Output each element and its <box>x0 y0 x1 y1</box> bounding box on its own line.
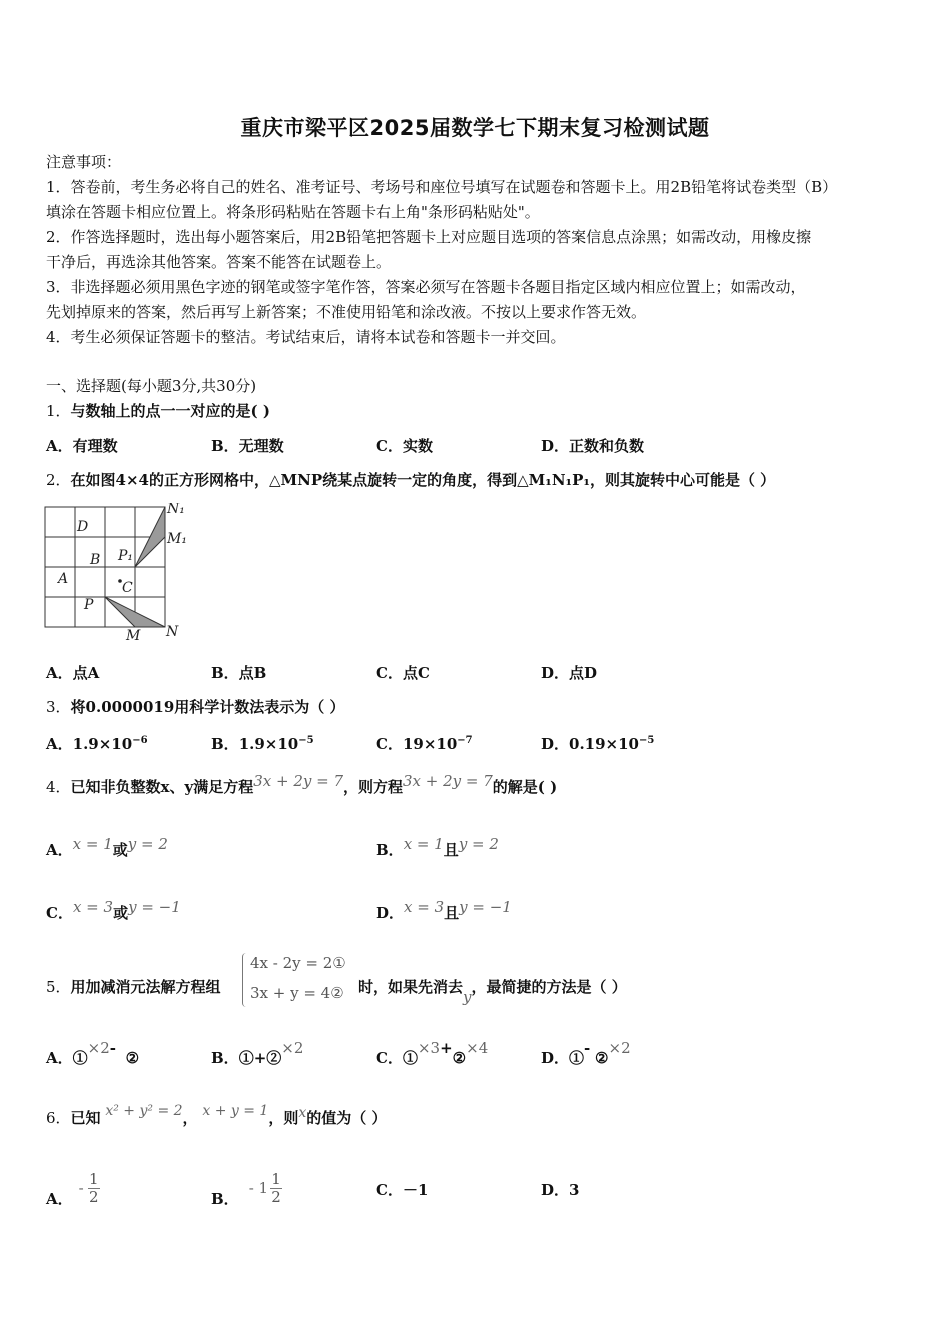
fraction: $\frac{1}{2}$ <box>271 1169 281 1206</box>
q5-option-d[interactable]: D．①- ②×2 <box>541 1039 631 1067</box>
system-equation-2: 3x + y = 4② <box>250 984 344 1002</box>
q1-option-c[interactable]: C．实数 <box>376 437 433 455</box>
question-number: 6． <box>46 1109 71 1127</box>
q3-option-b[interactable]: B．$1.9\times 10^{-5}$ <box>211 735 314 753</box>
notes-heading: 注意事项： <box>46 153 122 171</box>
notes-line-2: 填涂在答题卡相应位置上。将条形码粘贴在答题卡右上角"条形码粘贴处"。 <box>46 203 540 221</box>
label-b: B <box>90 552 101 568</box>
notes-line-1: 1．答卷前，考生务必将自己的姓名、准考证号、考场号和座位号填写在试题卷和答题卡上。用2B铅笔将试卷类型（B） <box>46 178 838 196</box>
equation-2: x + y = 1 <box>202 1103 269 1119</box>
label-p: P <box>84 597 94 613</box>
q2-option-c[interactable]: C．点C <box>376 664 430 682</box>
question-3 <box>46 697 345 717</box>
question-number: 4． <box>46 778 71 796</box>
q5-option-b[interactable]: B．①+②×2 <box>211 1039 304 1067</box>
question-2 <box>46 470 775 490</box>
fraction: $\frac{1}{2}$ <box>88 1169 99 1206</box>
question-1 <box>46 401 270 421</box>
question-6: 6．已知 x² + y² = 2， x + y = 1，则x的值为（ ） <box>46 1103 387 1127</box>
question-number: 1． <box>46 402 71 420</box>
grid-figure <box>44 503 204 643</box>
notes-line-3: 2．作答选择题时，选出每小题答案后，用2B铅笔把答题卡上对应题目选项的答案信息点涂黑；如需改动，用橡皮擦 <box>46 228 812 246</box>
q4-option-b[interactable]: B．x = 1且y = 2 <box>376 835 499 859</box>
question-4: 4．已知非负整数x、y满足方程3x + 2y = 7，则方程3x + 2y = 7的解是( ) <box>46 772 558 796</box>
question-text: 将0.0000019用科学计数法表示为（ ） <box>70 698 345 716</box>
notes-line-5: 3．非选择题必须用黑色字迹的钢笔或签字笔作答，答案必须写在答题卡各题目指定区域内相应位置上；如需改动， <box>46 278 806 296</box>
label-m1: M₁ <box>167 531 187 547</box>
equation-1: 3x + 2y = 7 <box>253 772 343 790</box>
question-number: 3． <box>46 698 71 716</box>
q2-option-a[interactable]: A．点A <box>46 664 100 682</box>
q5-option-c[interactable]: C．①×3+②×4 <box>376 1039 489 1067</box>
q3-option-a[interactable]: A．$1.9\times 10^{-6}$ <box>46 735 148 753</box>
q6-option-c[interactable]: C．－1 <box>376 1181 429 1199</box>
question-5-cont: 时，如果先消去y，最简捷的方法是（ ） <box>358 978 627 1006</box>
page-title: 重庆市梁平区2025届数学七下期末复习检测试题 <box>240 116 710 140</box>
label-m: M <box>126 628 141 643</box>
equation-2: 3x + 2y = 7 <box>403 772 493 790</box>
notes-line-7: 4．考生必须保证答题卡的整洁。考试结束后，请将本试卷和答题卡一并交回。 <box>46 328 566 346</box>
q4-option-a[interactable]: A．x = 1或y = 2 <box>46 835 168 859</box>
q6-option-a[interactable]: A． - $\frac{1}{2}$ <box>46 1169 99 1208</box>
label-a: A <box>58 571 69 587</box>
notes-line-6: 先划掉原来的答案，然后再写上新答案；不准使用铅笔和涂改液。不按以上要求作答无效。 <box>46 303 647 321</box>
label-d: D <box>77 519 89 535</box>
system-equation-1: 4x - 2y = 2① <box>250 954 346 972</box>
q6-option-d[interactable]: D．3 <box>541 1181 580 1199</box>
q2-option-d[interactable]: D．点D <box>541 664 598 682</box>
q1-option-b[interactable]: B．无理数 <box>211 437 284 455</box>
q1-option-d[interactable]: D．正数和负数 <box>541 437 645 455</box>
section-heading: 一、选择题(每小题3分,共30分) <box>46 377 257 395</box>
label-c: C <box>122 580 133 596</box>
q4-option-d[interactable]: D．x = 3且y = −1 <box>376 898 512 922</box>
notes-line-4: 干净后，再选涂其他答案。答案不能答在试题卷上。 <box>46 253 392 271</box>
q1-option-a[interactable]: A．有理数 <box>46 437 118 455</box>
equation-system-brace <box>242 953 248 1007</box>
question-number: 5． <box>46 978 71 996</box>
label-n1: N₁ <box>167 503 185 517</box>
q2-option-b[interactable]: B．点B <box>211 664 267 682</box>
q5-option-a[interactable]: A．①×2- ② <box>46 1039 140 1067</box>
equation-1: x² + y² = 2 <box>105 1103 183 1119</box>
question-number: 2． <box>46 471 71 489</box>
q4-option-c[interactable]: C．x = 3或y = −1 <box>46 898 181 922</box>
question-text: 与数轴上的点一一对应的是( ) <box>70 402 270 420</box>
question-5: 5．用加减消元法解方程组 <box>46 978 221 996</box>
question-text: 在如图4×4的正方形网格中，△MNP绕某点旋转一定的角度，得到△M₁N₁P₁，则其旋转中心可能是（ ） <box>70 471 776 489</box>
q3-option-d[interactable]: D．$0.19\times 10^{-5}$ <box>541 735 655 753</box>
q3-option-c[interactable]: C．$19\times 10^{-7}$ <box>376 735 473 753</box>
label-p1: P₁ <box>118 548 134 564</box>
label-n: N <box>166 624 179 640</box>
q6-option-b[interactable]: B． - 1 $\frac{1}{2}$ <box>211 1169 281 1208</box>
